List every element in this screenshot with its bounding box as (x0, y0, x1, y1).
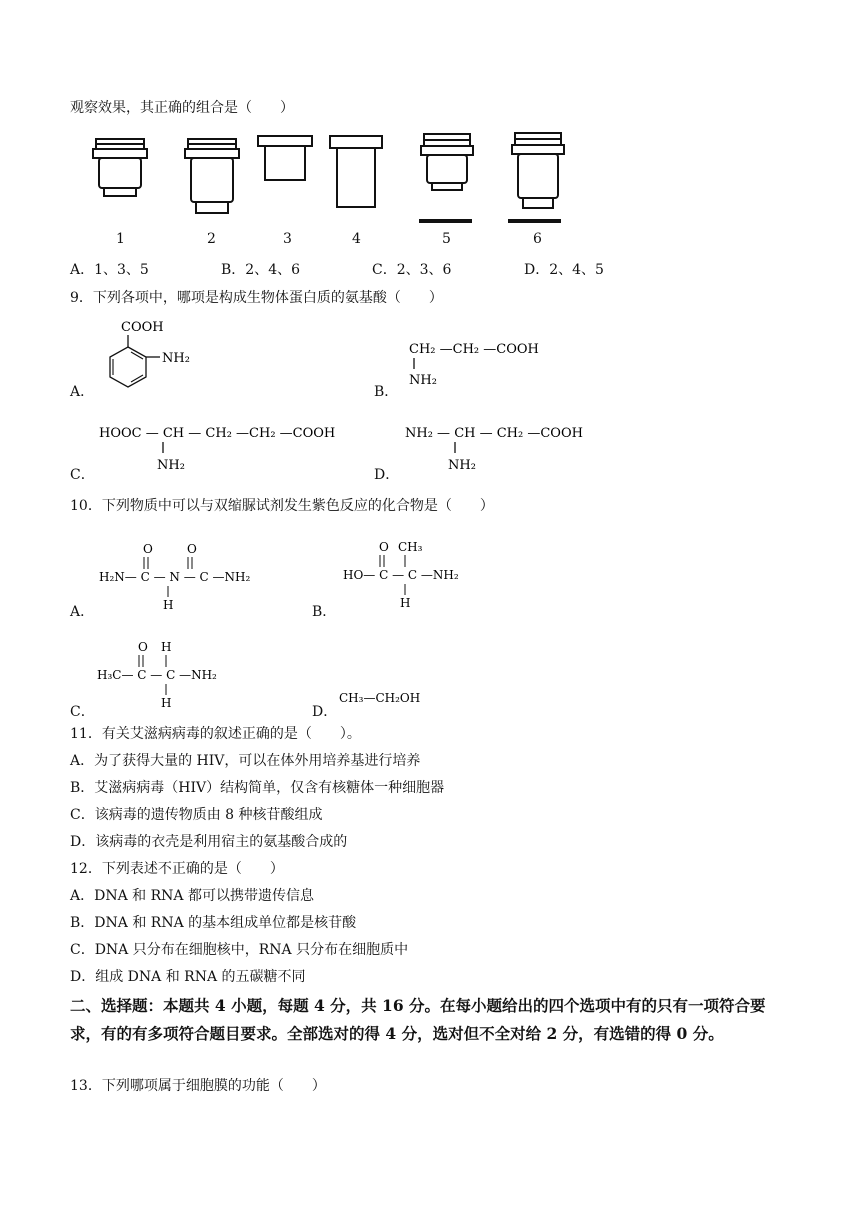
q9-option-c-letter: C． (70, 467, 95, 483)
q12-stem: 12．下列表述不正确的是（ ） (70, 861, 284, 877)
svg-text:CH₃: CH₃ (398, 540, 423, 554)
q9-option-b-letter: B． (374, 384, 399, 400)
q9-structure-b (409, 342, 539, 388)
q9-structure-c (99, 426, 335, 473)
svg-text:NH₂: NH₂ (157, 458, 185, 473)
svg-text:H: H (161, 640, 172, 654)
q11-option-c: C．该病毒的遗传物质由 8 种核苷酸组成 (70, 807, 323, 823)
svg-text:HOOC — CH — CH₂ —CH₂ —COOH: HOOC — CH — CH₂ —CH₂ —COOH (99, 426, 336, 441)
q10-option-b-letter: B． (312, 604, 337, 620)
lens-6 (512, 133, 564, 208)
svg-text:NH₂ — CH — CH₂ —COOH: NH₂ — CH — CH₂ —COOH (405, 426, 583, 441)
svg-text:NH₂: NH₂ (162, 351, 190, 366)
q9-stem: 9．下列各项中，哪项是构成生物体蛋白质的氨基酸（ ） (70, 290, 443, 306)
lens-label-6: 6 (533, 231, 542, 247)
q11-option-d: D．该病毒的衣壳是利用宿主的氨基酸合成的 (70, 834, 348, 850)
svg-text:H₂N— C — N — C —NH₂: H₂N— C — N — C —NH₂ (99, 570, 251, 584)
svg-text:NH₂: NH₂ (409, 373, 437, 388)
q10-structure-a (99, 542, 250, 612)
q12-option-c: C．DNA 只分布在细胞核中，RNA 只分布在细胞质中 (70, 942, 409, 958)
lens-label-2: 2 (207, 231, 216, 247)
lens-4 (330, 136, 382, 207)
q11-stem: 11．有关艾滋病病毒的叙述正确的是（ ）。 (70, 726, 361, 742)
svg-text:HO— C — C —NH₂: HO— C — C —NH₂ (343, 568, 459, 582)
lens-label-5: 5 (442, 231, 451, 247)
lens-1 (93, 139, 147, 196)
svg-text:NH₂: NH₂ (448, 458, 476, 473)
svg-text:CH₂ —CH₂ —COOH: CH₂ —CH₂ —COOH (409, 342, 539, 357)
q8-stem: 观察效果，其正确的组合是（ ） (70, 100, 294, 116)
svg-text:H: H (161, 696, 172, 710)
q9-structures (0, 310, 860, 490)
lens-2 (185, 139, 239, 213)
lens-label-1: 1 (116, 231, 125, 247)
slide-6 (508, 219, 561, 223)
q10-structures (0, 530, 860, 730)
lens-3 (258, 136, 312, 180)
q10-structure-c (97, 640, 217, 710)
q10-stem: 10．下列物质中可以与双缩脲试剂发生紫色反应的化合物是（ ） (70, 498, 494, 514)
q11-option-a: A．为了获得大量的 HIV，可以在体外用培养基进行培养 (70, 753, 421, 769)
q8-option-c: C．2、3、6 (372, 262, 452, 278)
q11-option-b: B．艾滋病病毒（HIV）结构简单，仅含有核糖体一种细胞器 (70, 780, 445, 796)
q10-structure-b (343, 540, 459, 610)
svg-text:O: O (379, 540, 389, 554)
section-2-heading: 二、选择题：本题共 4 小题，每题 4 分，共 16 分。在每小题给出的四个选项中有的只有一项符合要求，有的有多项符合题目要求。全部选对的得 4 分，选对但不全对给 2 分，有选错的得 0 分。 (70, 996, 766, 1043)
q9-option-d-letter: D． (374, 467, 400, 483)
q10-option-c-letter: C． (70, 704, 95, 720)
svg-text:H: H (400, 596, 411, 610)
q9-option-a-letter: A． (70, 384, 95, 400)
q12-option-a: A．DNA 和 RNA 都可以携带遗传信息 (70, 888, 314, 904)
svg-text:O: O (187, 542, 197, 556)
q10-option-d-letter: D． (312, 704, 338, 720)
svg-text:CH₃—CH₂OH: CH₃—CH₂OH (339, 691, 421, 705)
q9-structure-d (405, 426, 583, 473)
q8-option-d: D．2、4、5 (524, 262, 604, 278)
svg-text:O: O (143, 542, 153, 556)
q8-option-b: B．2、4、6 (221, 262, 301, 278)
q10-structure-d (339, 691, 420, 705)
q8-option-a: A．1、3、5 (70, 262, 149, 278)
slide-5 (419, 219, 472, 223)
q9-structure-a (110, 320, 190, 387)
lens-label-3: 3 (283, 231, 292, 247)
svg-text:O: O (138, 640, 148, 654)
lens-5 (421, 134, 473, 190)
q13-stem: 13．下列哪项属于细胞膜的功能（ ） (70, 1078, 326, 1094)
q12-option-b: B．DNA 和 RNA 的基本组成单位都是核苷酸 (70, 915, 357, 931)
lens-label-4: 4 (352, 231, 361, 247)
q12-option-d: D．组成 DNA 和 RNA 的五碳糖不同 (70, 969, 306, 985)
svg-text:H₃C— C — C —NH₂: H₃C— C — C —NH₂ (97, 668, 217, 682)
svg-text:H: H (163, 598, 174, 612)
svg-text:COOH: COOH (121, 320, 164, 335)
q10-option-a-letter: A． (70, 604, 95, 620)
